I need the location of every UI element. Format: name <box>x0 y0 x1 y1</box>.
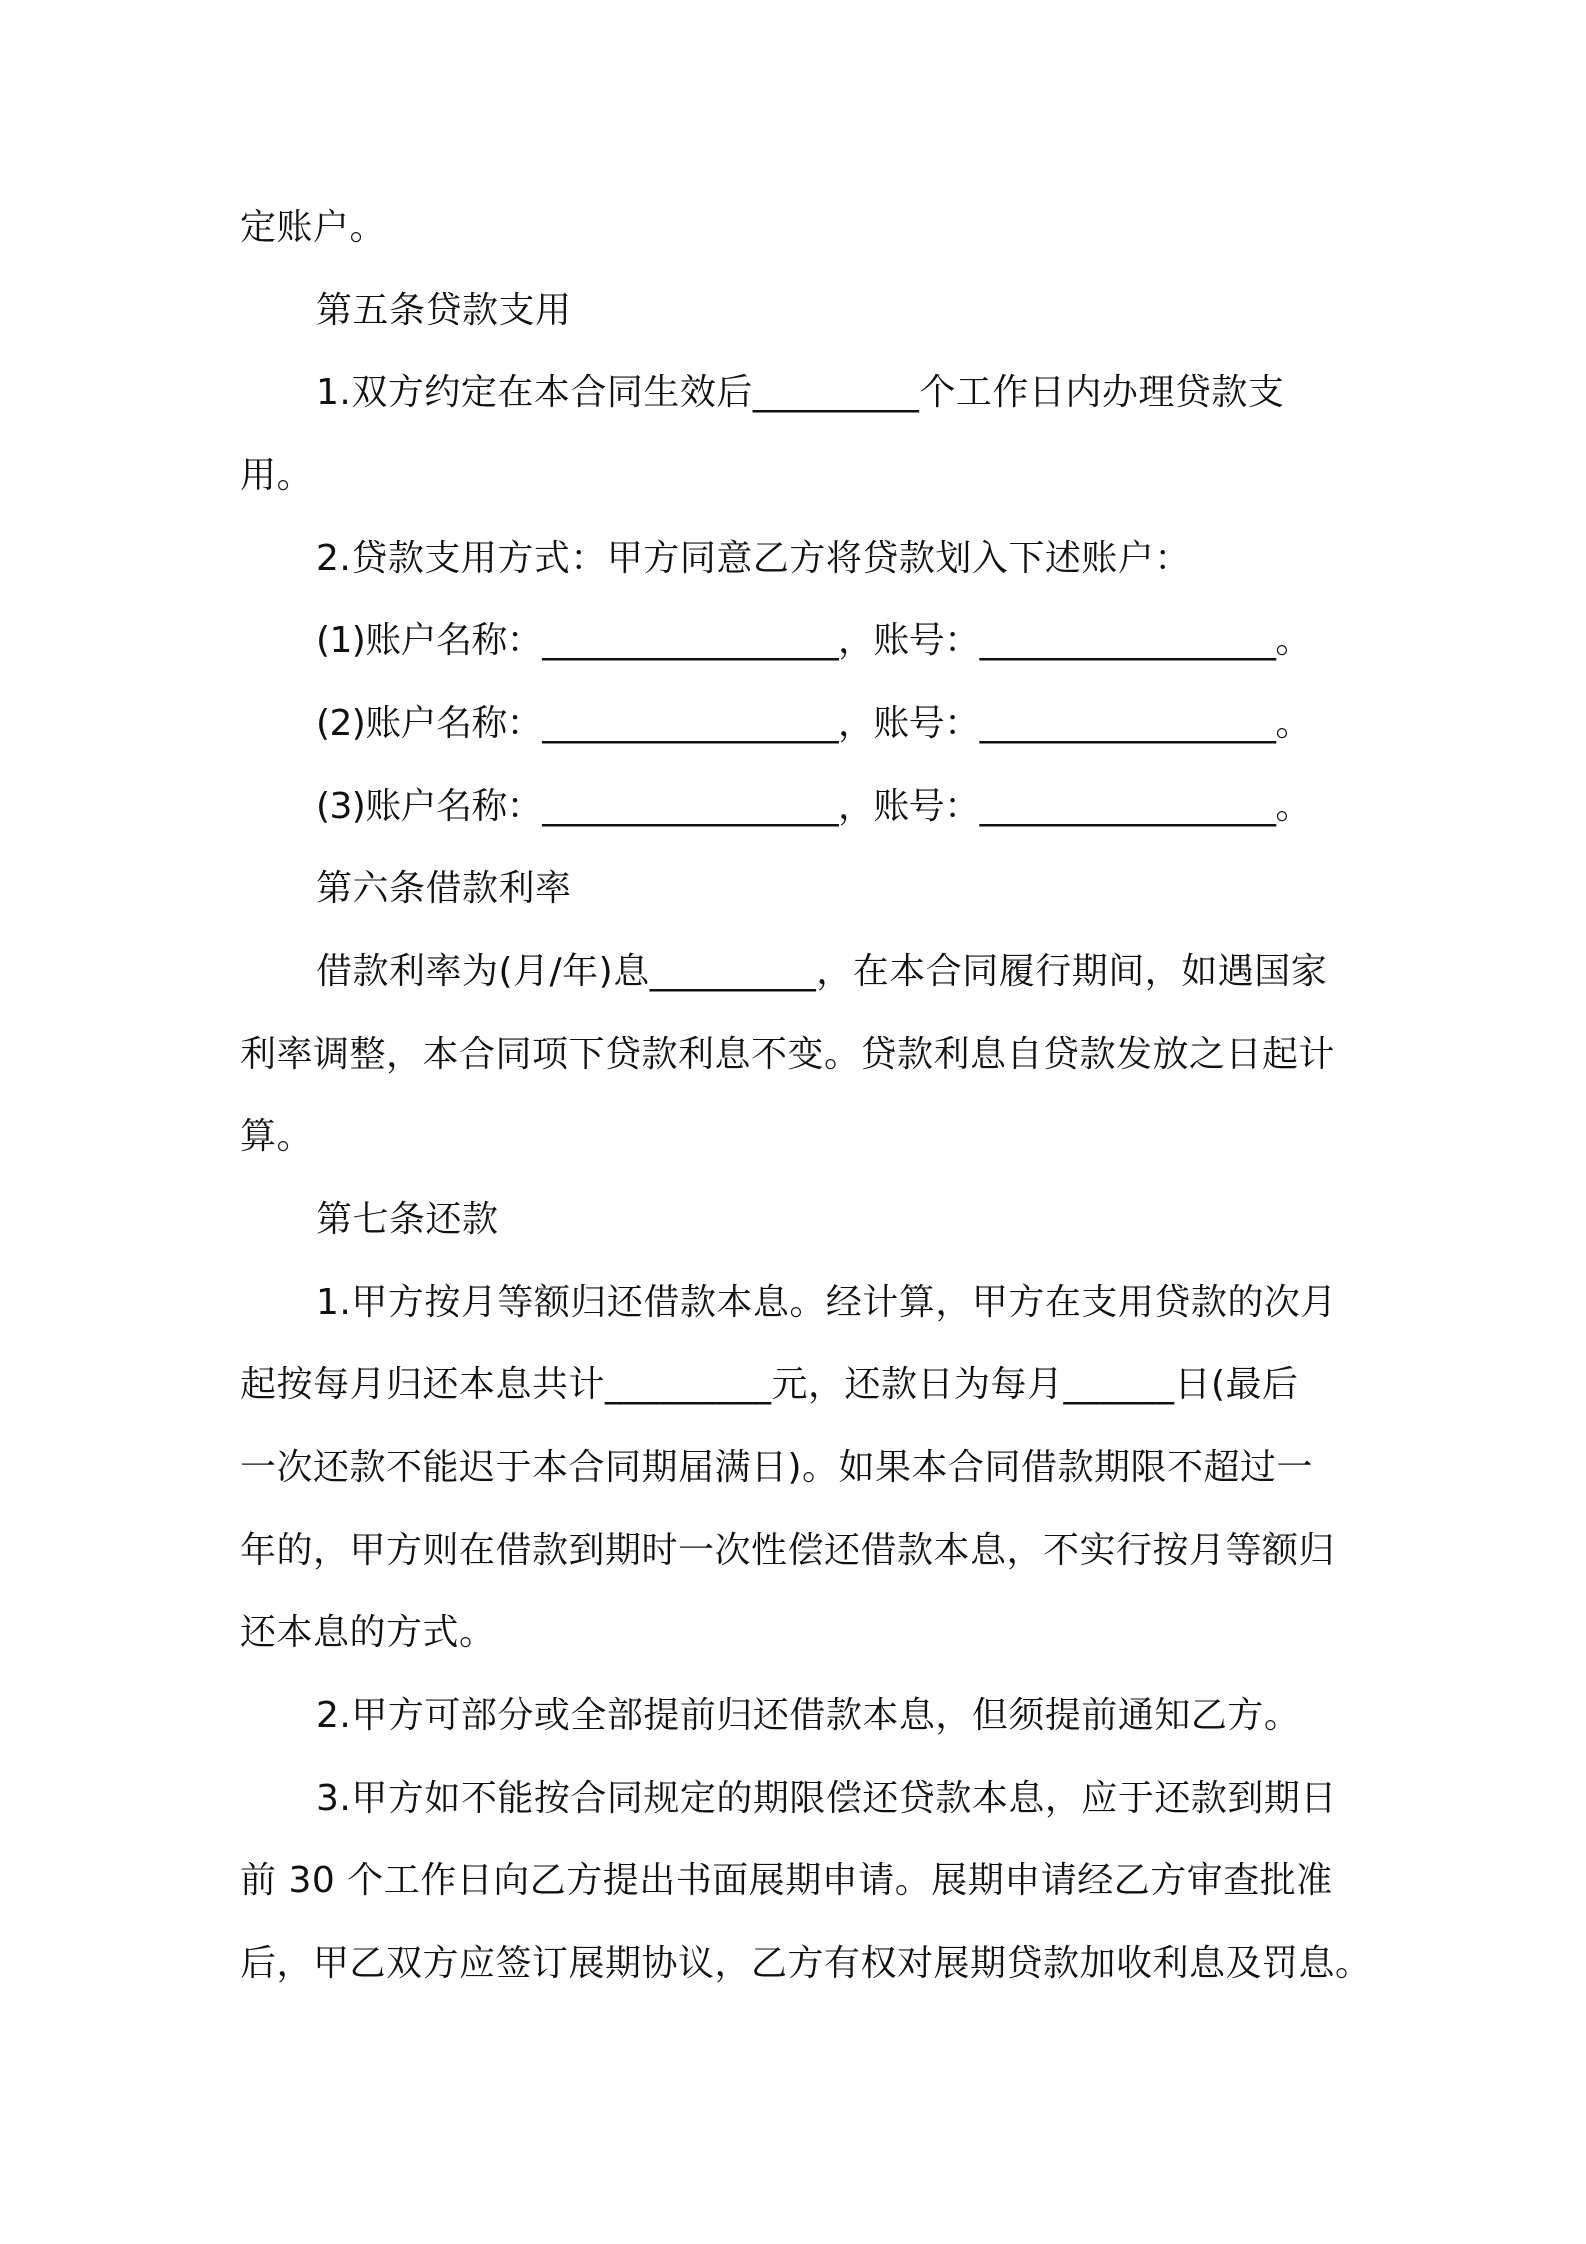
section-heading: 第五条贷款支用 <box>316 290 572 331</box>
text-line: 一次还款不能迟于本合同期届满日)。如果本合同借款期限不超过一 <box>240 1447 1314 1488</box>
account-line: (1)账户名称：_________________，账号：_________________。 <box>316 620 1311 661</box>
section-heading: 第六条借款利率 <box>316 868 572 909</box>
text-line: 后，甲乙双方应签订展期协议，乙方有权对展期贷款加收利息及罚息。 <box>240 1943 1372 1984</box>
text-line: 1.双方约定在本合同生效后_________个工作日内办理贷款支 <box>316 372 1285 413</box>
text-line: 还本息的方式。 <box>240 1612 496 1653</box>
text-line: 用。 <box>240 455 314 496</box>
text-line: 算。 <box>240 1116 314 1157</box>
text-line: 3.甲方如不能按合同规定的期限偿还贷款本息，应于还款到期日 <box>316 1778 1337 1819</box>
text-line: 定账户。 <box>240 207 387 248</box>
account-line: (2)账户名称：_________________，账号：_________________。 <box>316 703 1311 744</box>
text-line: 前 30 个工作日向乙方提出书面展期申请。展期申请经乙方审查批准 <box>240 1860 1333 1901</box>
text-line: 借款利率为(月/年)息_________，在本合同履行期间，如遇国家 <box>316 951 1328 992</box>
text-line: 1.甲方按月等额归还借款本息。经计算，甲方在支用贷款的次月 <box>316 1282 1337 1323</box>
text-line: 起按每月归还本息共计_________元，还款日为每月______日(最后 <box>240 1364 1299 1405</box>
text-line: 年的，甲方则在借款到期时一次性偿还借款本息，不实行按月等额归 <box>240 1530 1336 1571</box>
text-line: 2.甲方可部分或全部提前归还借款本息，但须提前通知乙方。 <box>316 1695 1301 1736</box>
section-heading: 第七条还款 <box>316 1199 499 1240</box>
text-line: 利率调整，本合同项下贷款利息不变。贷款利息自贷款发放之日起计 <box>240 1034 1336 1075</box>
text-line: 2.贷款支用方式：甲方同意乙方将贷款划入下述账户： <box>316 538 1191 579</box>
account-line: (3)账户名称：_________________，账号：_________________。 <box>316 786 1311 827</box>
